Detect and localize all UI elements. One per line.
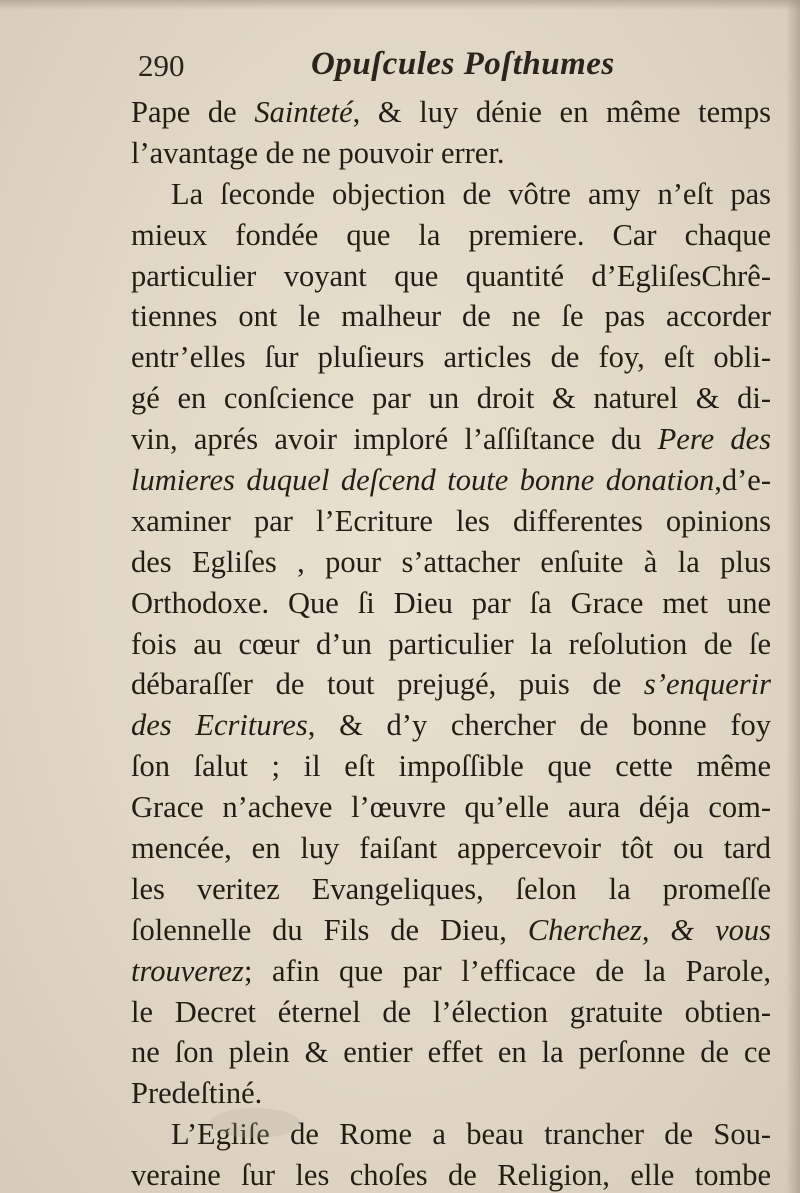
text-line: particulier voyant que quantité d’EgliſesChrê- [131, 258, 771, 293]
text-line: entr’elles ſur pluſieurs articles de foy, eſt obli- [131, 340, 771, 375]
text-line: vin, aprés avoir imploré l’aſſiſtance du Pere des [131, 422, 771, 457]
text-line: mencée, en luy faiſant appercevoir tôt ou tard [131, 831, 771, 866]
paragraph-start-line: La ſeconde objection de vôtre amy n’eſt pas [171, 176, 771, 211]
text-line: trouverez; afin que par l’efficace de la Parole, [131, 953, 771, 988]
text-line: Grace n’acheve l’œuvre qu’elle aura déja com- [131, 790, 771, 825]
text-line: des Ecritures, & d’y chercher de bonne foy [131, 708, 772, 743]
text-line: Pape de Sainteté, & luy dénie en même temps [131, 95, 771, 129]
text-line: des Egliſes , pour s’attacher enſuite à la plus [131, 544, 771, 579]
running-title: Opuſcules Poſthumes [311, 46, 615, 82]
paragraph-start-line: L’Egliſe de Rome a beau trancher de Sou- [171, 1117, 771, 1152]
page-edge-top [0, 0, 800, 10]
text-line: ne ſon plein & entier effet en la perſonne de ce [131, 1035, 771, 1070]
page-number: 290 [138, 48, 185, 83]
text-line: gé en conſcience par un droit & naturel & di- [131, 381, 771, 416]
text-line: xaminer par l’Ecriture les differentes opinions [131, 503, 771, 538]
text-line: Predeſtiné. [131, 1076, 263, 1111]
text-line: tiennes ont le malheur de ne ſe pas accorder [131, 299, 771, 334]
text-line: Orthodoxe. Que ſi Dieu par ſa Grace met une [131, 585, 771, 620]
text-line: débaraſſer de tout prejugé, puis de s’enquerir [131, 667, 771, 702]
ink-smudge [210, 1108, 300, 1138]
text-line: le Decret éternel de l’élection gratuite obtien- [131, 994, 771, 1029]
text-line: les veritez Evangeliques, ſelon la promeſſe [131, 871, 771, 906]
text-line: l’avantage de ne pouvoir errer. [131, 135, 505, 170]
text-line: ſolennelle du Fils de Dieu, Cherchez, & vous [131, 912, 771, 947]
page-edge-right [786, 0, 800, 1193]
text-line: veraine ſur les choſes de Religion, elle tombe [131, 1158, 771, 1193]
text-line: lumieres duquel deſcend toute bonne donation,d’e- [131, 463, 771, 498]
text-line: ſon ſalut ; il eſt impoſſible que cette même [131, 749, 771, 784]
body-text [131, 92, 771, 1193]
text-line: mieux fondée que la premiere. Car chaque [131, 217, 771, 252]
text-line: fois au cœur d’un particulier la reſolution de ſe [131, 626, 771, 661]
page-header [138, 48, 758, 94]
